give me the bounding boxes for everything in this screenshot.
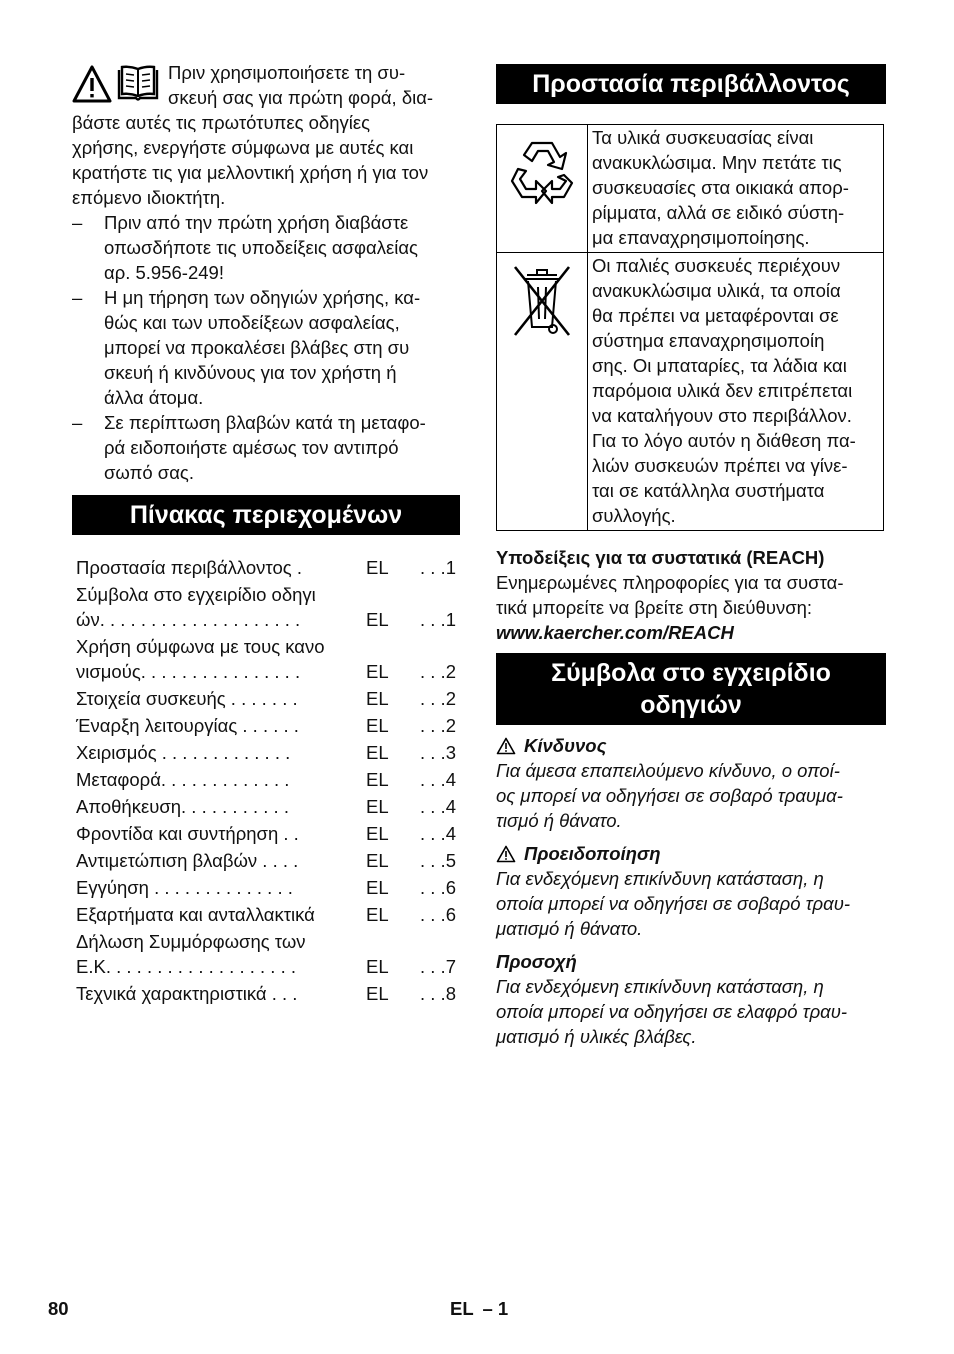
toc-title-line: Σύμβολα στο εγχειρίδιο οδηγι bbox=[76, 584, 316, 605]
env-heading: Προστασία περιβάλλοντος bbox=[496, 64, 886, 104]
toc-lang: EL bbox=[366, 796, 389, 817]
symbol-text-line: Για ενδεχόμενη επικίνδυνη κατάσταση, η bbox=[496, 976, 824, 997]
toc-lang: EL bbox=[366, 661, 389, 682]
toc-title-line: Χειρισμός . . . . . . . . . . . . . bbox=[76, 742, 291, 763]
toc-title-line: Στοιχεία συσκευής . . . . . . . bbox=[76, 688, 298, 709]
toc-lang: EL bbox=[366, 956, 389, 977]
bullet-line: θώς και των υποδείξεων ασφαλείας, bbox=[104, 312, 400, 333]
intro-bullet bbox=[72, 210, 460, 285]
bullet-dash: – bbox=[72, 212, 83, 233]
toc-title-line: νισμούς. . . . . . . . . . . . . . . . bbox=[76, 661, 301, 682]
env-text-line: ρίμματα, αλλά σε ειδικό σύστη- bbox=[592, 202, 845, 223]
symbol-text-line: οποία μπορεί να οδηγήσει σε σοβαρό τραυ- bbox=[496, 893, 851, 914]
toc-title-line: Έναρξη λειτουργίας . . . . . . bbox=[76, 715, 299, 736]
toc-title bbox=[72, 740, 366, 765]
bullet-text bbox=[104, 285, 460, 410]
toc-title bbox=[72, 634, 366, 684]
env-text-line: να καταλήγουν στο περιβάλλον. bbox=[592, 405, 852, 426]
toc-lang: EL bbox=[366, 877, 389, 898]
toc-row bbox=[72, 929, 460, 979]
toc-row bbox=[72, 981, 460, 1006]
toc-page: . . .2 bbox=[420, 688, 456, 709]
symbol-text-line: οποία μπορεί να οδηγήσει σε ελαφρό τραυ- bbox=[496, 1001, 848, 1022]
intro-bullet-list bbox=[72, 210, 460, 485]
env-text-line: ανακυκλώσιμα. Μην πετάτε τις bbox=[592, 152, 842, 173]
toc-page: . . .7 bbox=[420, 956, 456, 977]
toc-lang: EL bbox=[366, 688, 389, 709]
intro-line: βάστε αυτές τις πρωτότυπες οδηγίες bbox=[72, 112, 371, 133]
env-text-line: σης. Οι μπαταρίες, τα λάδια και bbox=[592, 355, 847, 376]
crossed-bin-icon bbox=[509, 261, 575, 341]
left-column bbox=[72, 60, 460, 1008]
intro-icons bbox=[72, 64, 164, 106]
toc-page: . . .2 bbox=[420, 661, 456, 682]
toc-title bbox=[72, 875, 366, 900]
toc-title bbox=[72, 821, 366, 846]
toc-lang: EL bbox=[366, 904, 389, 925]
symbols-heading bbox=[496, 653, 886, 725]
toc-title-line: Αντιμετώπιση βλαβών . . . . bbox=[76, 850, 299, 871]
symbol-text-line: Για ενδεχόμενη επικίνδυνη κατάσταση, η bbox=[496, 868, 824, 889]
toc-title-line: Μεταφορά. . . . . . . . . . . . . bbox=[76, 769, 290, 790]
symbol-item bbox=[496, 733, 886, 833]
toc-title bbox=[72, 686, 366, 711]
toc-row bbox=[72, 634, 460, 684]
reach-heading: Υποδείξεις για τα συστατικά (REACH) bbox=[496, 547, 825, 568]
toc-title-line: ών. . . . . . . . . . . . . . . . . . . . bbox=[76, 609, 301, 630]
toc-page: . . .1 bbox=[420, 557, 456, 578]
symbol-item bbox=[496, 841, 886, 941]
warning-icon bbox=[72, 64, 112, 104]
symbol-title-row bbox=[496, 841, 886, 866]
toc-lang: EL bbox=[366, 850, 389, 871]
env-text-line: λιών συσκευών πρέπει να γίνε- bbox=[592, 455, 848, 476]
bullet-text bbox=[104, 410, 460, 485]
env-text-line: συλλογής. bbox=[592, 505, 676, 526]
toc-title-line: Ε.Κ. . . . . . . . . . . . . . . . . . . bbox=[76, 956, 296, 977]
toc-row bbox=[72, 713, 460, 738]
warning-icon bbox=[496, 737, 516, 755]
toc-title-line: Εγγύηση . . . . . . . . . . . . . . bbox=[76, 877, 293, 898]
toc-lang: EL bbox=[366, 983, 389, 1004]
env-text-line: Τα υλικά συσκευασίας είναι bbox=[592, 127, 814, 148]
reach-line: Ενημερωμένες πληροφορίες για τα συστα- bbox=[496, 572, 844, 593]
env-text-line: σύστημα επαναχρησιμοποίη bbox=[592, 330, 825, 351]
symbols-heading-line: οδηγιών bbox=[640, 691, 742, 719]
symbol-text-line: ματισμό ή θάνατο. bbox=[496, 918, 643, 939]
toc-lang: EL bbox=[366, 769, 389, 790]
toc-heading: Πίνακας περιεχομένων bbox=[72, 495, 460, 535]
intro-line: Πριν χρησιμοποιήσετε τη συ- bbox=[168, 62, 406, 83]
bullet-dash: – bbox=[72, 412, 83, 433]
toc-page: . . .8 bbox=[420, 983, 456, 1004]
symbol-title-row bbox=[496, 949, 886, 974]
intro-block bbox=[72, 60, 460, 485]
env-text-line: ανακυκλώσιμα υλικά, τα οποία bbox=[592, 280, 841, 301]
bullet-line: οπωσδήποτε τις υποδείξεις ασφαλείας bbox=[104, 237, 418, 258]
toc-title bbox=[72, 929, 366, 979]
symbol-text-line: ματισμό ή υλικές βλάβες. bbox=[496, 1026, 697, 1047]
env-row-old-devices bbox=[497, 253, 884, 531]
toc-title-line: Αποθήκευση. . . . . . . . . . . bbox=[76, 796, 289, 817]
toc-title-line: Προστασία περιβάλλοντος . bbox=[76, 557, 302, 578]
footer-lang-page-number: – 1 bbox=[482, 1298, 509, 1319]
toc-title bbox=[72, 848, 366, 873]
intro-bullet bbox=[72, 285, 460, 410]
toc-page: . . .5 bbox=[420, 850, 456, 871]
bullet-dash: – bbox=[72, 287, 83, 308]
env-text-line: συσκευασίες στα οικιακά απορ- bbox=[592, 177, 849, 198]
env-text-line: παρόμοια υλικά δεν επιτρέπεται bbox=[592, 380, 853, 401]
symbol-item bbox=[496, 949, 886, 1049]
toc-title-line: Χρήση σύμφωνα με τους κανο bbox=[76, 636, 325, 657]
toc-row bbox=[72, 767, 460, 792]
toc-row bbox=[72, 582, 460, 632]
manual-book-icon bbox=[116, 64, 160, 104]
symbol-title: Προειδοποίηση bbox=[524, 843, 661, 864]
toc-lang: EL bbox=[366, 715, 389, 736]
bullet-line: σκευή ή κινδύνους για τον χρήστη ή bbox=[104, 362, 397, 383]
symbols-heading-line: Σύμβολα στο εγχειρίδιο bbox=[551, 659, 831, 687]
reach-block bbox=[496, 545, 886, 645]
reach-line: τικά μπορείτε να βρείτε στη διεύθυνση: bbox=[496, 597, 813, 618]
toc-page: . . .4 bbox=[420, 796, 456, 817]
toc-row bbox=[72, 902, 460, 927]
env-text-line: μα επαναχρησιμοποίησης. bbox=[592, 227, 810, 248]
toc-title bbox=[72, 902, 366, 927]
toc-title bbox=[72, 981, 366, 1006]
toc-row bbox=[72, 875, 460, 900]
toc-page: . . .6 bbox=[420, 904, 456, 925]
toc-page: . . .4 bbox=[420, 823, 456, 844]
toc-page: . . .6 bbox=[420, 877, 456, 898]
symbol-text-line: Για άμεσα επαπειλούμενο κίνδυνο, ο οποί- bbox=[496, 760, 840, 781]
toc-title-line: Δήλωση Συμμόρφωσης των bbox=[76, 931, 306, 952]
toc-page: . . .4 bbox=[420, 769, 456, 790]
symbol-title: Κίνδυνος bbox=[524, 735, 607, 756]
bullet-line: σωπό σας. bbox=[104, 462, 194, 483]
toc-row bbox=[72, 821, 460, 846]
bullet-line: Πριν από την πρώτη χρήση διαβάστε bbox=[104, 212, 409, 233]
toc-page: . . .1 bbox=[420, 609, 456, 630]
intro-bullet bbox=[72, 410, 460, 485]
toc-row bbox=[72, 794, 460, 819]
symbol-title: Προσοχή bbox=[496, 951, 577, 972]
toc-title-line: Εξαρτήματα και ανταλλακτικά bbox=[76, 904, 315, 925]
env-icon-cell bbox=[497, 253, 588, 531]
env-icon-cell bbox=[497, 125, 588, 253]
toc-lang: EL bbox=[366, 609, 389, 630]
toc-title bbox=[72, 713, 366, 738]
env-row-packaging bbox=[497, 125, 884, 253]
right-column bbox=[496, 64, 886, 1057]
toc-title bbox=[72, 767, 366, 792]
env-text-cell bbox=[588, 125, 884, 253]
env-text-line: Οι παλιές συσκευές περιέχουν bbox=[592, 255, 841, 276]
bullet-line: Σε περίπτωση βλαβών κατά τη μεταφο- bbox=[104, 412, 426, 433]
footer-page-number: 80 bbox=[48, 1298, 69, 1319]
bullet-line: άλλα άτομα. bbox=[104, 387, 204, 408]
symbol-text-line: τισμό ή θάνατο. bbox=[496, 810, 622, 831]
env-text-cell bbox=[588, 253, 884, 531]
toc-title-line: Φροντίδα και συντήρηση . . bbox=[76, 823, 299, 844]
intro-line: σκευή σας για πρώτη φορά, δια- bbox=[168, 87, 434, 108]
toc-page: . . .2 bbox=[420, 715, 456, 736]
toc-title bbox=[72, 794, 366, 819]
footer-lang-page bbox=[450, 1298, 508, 1320]
toc-lang: EL bbox=[366, 557, 389, 578]
env-text-line: ται σε κατάλληλα συστήματα bbox=[592, 480, 825, 501]
intro-line: κρατήστε τις για μελλοντική χρήση ή για τον bbox=[72, 162, 429, 183]
footer-lang: EL bbox=[450, 1298, 474, 1319]
env-text-line: Για το λόγο αυτόν η διάθεση πα- bbox=[592, 430, 856, 451]
symbols-list bbox=[496, 733, 886, 1049]
toc-row bbox=[72, 686, 460, 711]
bullet-line: ρά ειδοποιήστε αμέσως τον αντιπρό bbox=[104, 437, 399, 458]
toc-title bbox=[72, 582, 366, 632]
toc-title bbox=[72, 555, 366, 580]
bullet-text bbox=[104, 210, 460, 285]
env-text-line: θα πρέπει να μεταφέρονται σε bbox=[592, 305, 839, 326]
warning-icon bbox=[496, 845, 516, 863]
bullet-line: αρ. 5.956-249! bbox=[104, 262, 224, 283]
toc-row bbox=[72, 555, 460, 580]
symbol-text-line: ος μπορεί να οδηγήσει σε σοβαρό τραυμα- bbox=[496, 785, 843, 806]
toc-row bbox=[72, 848, 460, 873]
toc-lang: EL bbox=[366, 742, 389, 763]
toc-list bbox=[72, 555, 460, 1006]
intro-line: επόμενο ιδιοκτήτη. bbox=[72, 187, 226, 208]
bullet-line: Η μη τήρηση των οδηγιών χρήσης, κα- bbox=[104, 287, 421, 308]
reach-url-link[interactable]: www.kaercher.com/REACH bbox=[496, 622, 734, 643]
toc-page: . . .3 bbox=[420, 742, 456, 763]
toc-lang: EL bbox=[366, 823, 389, 844]
env-table bbox=[496, 124, 884, 531]
toc-row bbox=[72, 740, 460, 765]
symbol-title-row bbox=[496, 733, 886, 758]
intro-line: χρήσης, ενεργήστε σύμφωνα με αυτές και bbox=[72, 137, 414, 158]
recycle-icon bbox=[504, 133, 580, 209]
bullet-line: μπορεί να προκαλέσει βλάβες στη συ bbox=[104, 337, 410, 358]
toc-title-line: Τεχνικά χαρακτηριστικά . . . bbox=[76, 983, 298, 1004]
